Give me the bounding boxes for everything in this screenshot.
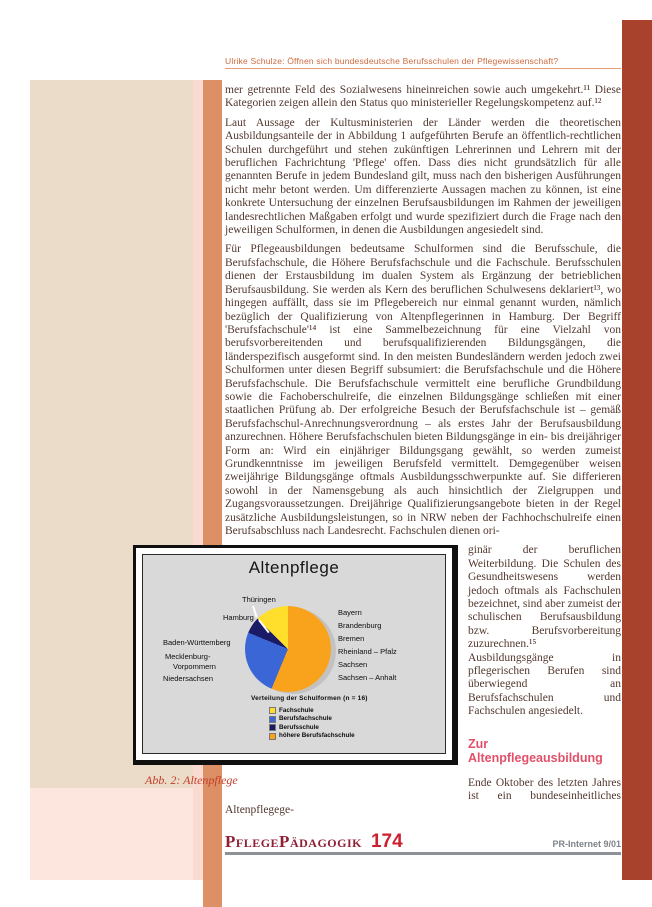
legend-label: Berufsfachschule bbox=[279, 715, 332, 723]
paragraph: Laut Aussage der Kultusministerien der Länder werden die theoretischen Ausbildungsanteile der in Abbildung 1 aufgeführten Berufe an öffentlich-rechtlichen Schulen durchgeführt und stehen zukünftigen Lehrerinnen und Lehrern mit der beruflichen Fachrichtung 'Pflege' offen. Dass dies nicht grundsätzlich für alle genannten Berufe in jedem Bundesland gilt, muss nach den bisherigen Ausführungen nicht mehr betont werden. Um differenzierte Aussagen machen zu können, ist eine konkrete Untersuchung der einzelnen Berufsausbildungen im Rahmen der jeweiligen landesrechtlichen Maßgaben erfolgt und wurde spezifiziert durch die Frage nach den jeweiligen Schulformen, in denen die Ausbildungen angesiedelt sind. bbox=[225, 116, 621, 237]
figure-and-wrapped-text bbox=[145, 544, 621, 817]
pie-label-state: Sachsen – Anhalt bbox=[338, 673, 397, 683]
legend-label: Fachschule bbox=[279, 706, 314, 714]
page-number: 174 bbox=[370, 831, 403, 852]
pie-label-mecklenburg: Mecklenburg- bbox=[165, 652, 211, 662]
legend-swatch-icon bbox=[269, 707, 276, 714]
legend-item bbox=[269, 732, 355, 741]
page-footer bbox=[225, 826, 621, 855]
chart-panel bbox=[142, 554, 446, 754]
pie-label-state: Brandenburg bbox=[338, 621, 382, 631]
pie-label-state: Sachsen bbox=[338, 660, 368, 670]
legend-swatch-icon bbox=[269, 724, 276, 731]
paragraph: Für Pflegeausbildungen bedeutsame Schulformen sind die Berufsschule, die Berufsfachschule, die Höhere Berufsfachschule und die Fachschule. Berufsschulen dienen der Erstausbildung im dualen System als Ergänzung der betrieblichen Berufsausbildung. Sie werden als Kern des beruflichen Schulwesens deklariert¹³, wo hingegen auffällt, dass sie im Pflegebereich nur einmal genannt wurden, nämlich bezüglich der Qualifizierung von Altenpflegerinnen in Hamburg. Der Begriff 'Berufsfachschule'¹⁴ ist eine Sammelbezeichnung für eine Vielzahl von berufsvorbereitenden und berufsqualifizierenden Bildungsgängen, die länderspezifisch ausgeformt sind. In den meisten Bundesländern werden jedoch zwei Schulformen unter diesen Begriff subsumiert: die Berufsfachschule und die Höhere Berufsfachschule. Die Berufsfachschule vermittelt eine berufliche Grundbildung sowie die Fachoberschulreife, die einzelnen Bildungsgänge schließen mit einer staatlichen Prüfung ab. Der erfolgreiche Besuch der Berufsfachschule ist – gemäß Berufsfachschul-Anrechnungsverordnung – als erstes Jahr der Berufsausbildung anzurechnen. Höhere Berufsfachschulen bieten Bildungsgänge in ein- bis dreijähriger Form an: Wird ein einjähriger Bildungsgang gewählt, so werden zumeist Grundkenntnisse im jeweiligen Berufsfeld vermittelt. Demgegenüber weisen zweijährige Bildungsgänge oftmals Ausbildungsschwerpunkte auf. Sie differieren sowohl in der Namensgebung als auch hinsichtlich der Zielgruppen und Zugangsvoraussetzungen. Dreijährige Qualifizierungsangebote bieten in der Regel zusätzliche Ausbildungsleistungen, so in NRW neben der Fachhochschulreife einen Berufsabschluss nach Landesrecht. Fachschulen dienen ori- bbox=[225, 243, 621, 537]
pie-label-state: Rheinland – Pfalz bbox=[338, 647, 397, 657]
chart-title: Altenpflege bbox=[248, 558, 340, 578]
left-margin-pink-bottom bbox=[30, 788, 193, 880]
pie-label-niedersachsen: Niedersachsen bbox=[163, 674, 214, 684]
issue-label: PR-Internet 9/01 bbox=[552, 839, 621, 849]
figure-caption: Abb. 2: Altenpflege bbox=[145, 773, 238, 788]
running-header: Ulrike Schulze: Öffnen sich bundesdeutsche Berufsschulen der Pflegewissenschaft? bbox=[225, 56, 621, 69]
legend-swatch-icon bbox=[269, 733, 276, 740]
figure-altenpflege bbox=[133, 545, 458, 787]
paragraph: mer getrennte Feld des Sozialwesens hineinreichen sowie auch umgekehrt.¹¹ Diese Kategorien zeigen allein den Status quo ministerieller Regelungskompetenz auf.¹² bbox=[225, 84, 621, 110]
chart-legend bbox=[269, 706, 355, 740]
legend-swatch-icon bbox=[269, 716, 276, 723]
chart-subtitle: Verteilung der Schulformen (n = 16) bbox=[251, 695, 368, 703]
pie-label-state: Bayern bbox=[338, 608, 362, 618]
section-heading: Zur Altenpflegeausbildung bbox=[468, 736, 603, 765]
article-body bbox=[145, 84, 621, 823]
pie-label-baden-wuerttemberg: Baden-Württemberg bbox=[163, 638, 231, 648]
legend-label: Berufsschule bbox=[279, 723, 319, 731]
pie-label-state: Bremen bbox=[338, 634, 365, 644]
legend-label: höhere Berufsfachschule bbox=[279, 732, 355, 740]
journal-name: PflegePädagogik bbox=[225, 832, 362, 851]
pie-label-vorpommern: Vorpommern bbox=[173, 662, 216, 672]
pie-label-thueringen: Thüringen bbox=[242, 595, 276, 605]
pie-labels-right-states bbox=[338, 606, 397, 684]
figure-frame bbox=[133, 545, 458, 765]
paragraph: Ende Oktober des letzten Jahres ist ein bundeseinheitliches Altenpflegege- bbox=[225, 776, 621, 816]
right-edge-red-strip bbox=[622, 20, 652, 880]
paragraph: ginär der beruflichen Weiterbildung. Die Schulen des Gesundheitswesens werden jedoch oftmals als Fachschulen bezeichnet, sind aber zumeist der schulischen Berufsausbildung bzw. Berufsvorbereitung zuzurechnen.¹⁵ Ausbildungsgänge in pflegerischen Berufen sind überwiegend an Berufsfachschulen und Fachschulen angesiedelt. bbox=[468, 544, 621, 718]
pie-label-hamburg: Hamburg bbox=[223, 613, 254, 623]
